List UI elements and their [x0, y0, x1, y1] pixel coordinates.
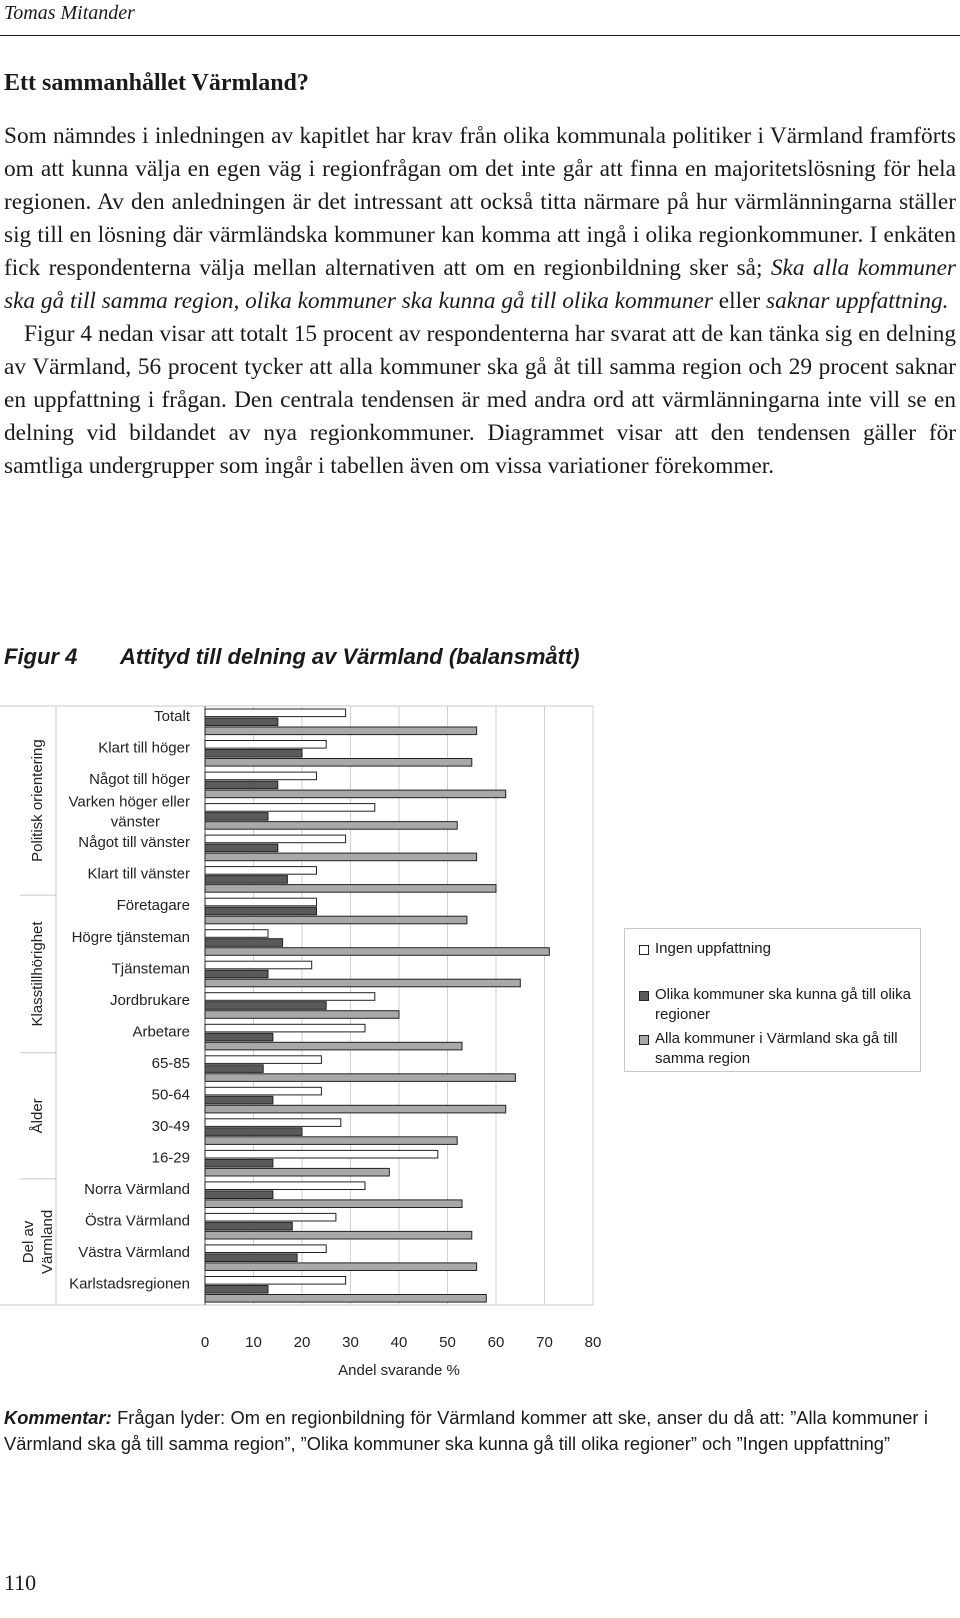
bar-alla-kommuner-klart-till-hoger — [205, 759, 472, 767]
bar-alla-kommuner-karlstadsregionen — [205, 1295, 486, 1303]
legend-item-ingen-uppfattning — [639, 939, 917, 959]
bar-olika-kommuner-65-85 — [205, 1065, 263, 1073]
comment-label: Kommentar: — [4, 1407, 112, 1428]
bar-ingen-uppfattning-50-64 — [205, 1087, 321, 1095]
x-tick-label-70: 70 — [536, 1334, 553, 1351]
bar-ingen-uppfattning-arbetare — [205, 1024, 365, 1032]
y-tick-label-karlstadsregionen: Karlstadsregionen — [69, 1275, 190, 1293]
x-tick-label-30: 30 — [342, 1334, 359, 1351]
bar-alla-kommuner-16-29 — [205, 1168, 389, 1176]
legend-swatch-alla-kommuner — [639, 1035, 649, 1045]
bar-ingen-uppfattning-vastra-varmland — [205, 1245, 326, 1253]
bar-olika-kommuner-vastra-varmland — [205, 1254, 297, 1262]
figure-number: Figur 4 — [4, 644, 78, 669]
legend-item-alla-kommuner — [639, 1029, 917, 1069]
bar-alla-kommuner-jordbrukare — [205, 1011, 399, 1019]
x-tick-label-80: 80 — [584, 1334, 602, 1351]
bar-olika-kommuner-klart-till-vanster — [205, 876, 287, 884]
bar-ingen-uppfattning-hogre-tjansteman — [205, 930, 268, 938]
bar-olika-kommuner-karlstadsregionen — [205, 1286, 268, 1294]
running-header-author: Tomas Mitander — [4, 2, 135, 24]
paragraph-1-italic-2: saknar uppfattning. — [766, 288, 949, 314]
bar-alla-kommuner-nagot-till-vanster — [205, 853, 477, 861]
y-tick-label-16-29: 16-29 — [151, 1149, 190, 1167]
figure-comment — [4, 1405, 928, 1457]
y-tick-label-tjansteman: Tjänsteman — [111, 960, 190, 978]
y-tick-label-nagot-till-hoger: Något till höger — [89, 771, 190, 789]
bar-olika-kommuner-ostra-varmland — [205, 1222, 292, 1230]
y-tick-label-klart-till-hoger: Klart till höger — [98, 739, 190, 757]
bar-olika-kommuner-nagot-till-vanster — [205, 844, 278, 852]
bar-olika-kommuner-30-49 — [205, 1128, 302, 1136]
legend-swatch-olika-kommuner — [639, 991, 649, 1001]
y-tick-label-hogre-tjansteman: Högre tjänsteman — [71, 928, 190, 946]
chart-legend — [624, 928, 921, 1072]
y-tick-label-50-64: 50-64 — [151, 1086, 190, 1104]
bar-olika-kommuner-norra-varmland — [205, 1191, 273, 1199]
bar-alla-kommuner-50-64 — [205, 1105, 506, 1113]
bar-ingen-uppfattning-klart-till-hoger — [205, 741, 326, 749]
y-tick-label-totalt: Totalt — [154, 708, 190, 726]
bar-alla-kommuner-totalt — [205, 727, 477, 735]
y-tick-label-30-49: 30-49 — [151, 1117, 190, 1135]
bar-ingen-uppfattning-klart-till-vanster — [205, 867, 317, 875]
bar-olika-kommuner-totalt — [205, 718, 278, 726]
section-title: Ett sammanhållet Värmland? — [4, 70, 309, 96]
bar-alla-kommuner-65-85 — [205, 1074, 515, 1082]
bar-alla-kommuner-hogre-tjansteman — [205, 948, 549, 956]
bar-ingen-uppfattning-nagot-till-hoger — [205, 772, 317, 780]
bar-ingen-uppfattning-16-29 — [205, 1150, 438, 1158]
comment-text: Frågan lyder: Om en regionbildning för Värmland kommer att ske, anser du då att: ”Alla kommuner i Värmland ska gå till samma region”, ”Olika kommuner ska kunna gå till olika regioner” och ”Ingen uppfattning” — [4, 1407, 928, 1454]
bar-ingen-uppfattning-jordbrukare — [205, 993, 375, 1001]
legend-item-olika-kommuner — [639, 985, 917, 1025]
bar-alla-kommuner-tjansteman — [205, 979, 520, 987]
y-tick-label-foretagare: Företagare — [116, 897, 190, 915]
bar-olika-kommuner-nagot-till-hoger — [205, 781, 278, 789]
bar-ingen-uppfattning-norra-varmland — [205, 1182, 365, 1190]
y-tick-label-varken-hoger-eller-vanster: Varken höger eller vänster — [68, 793, 190, 831]
bar-olika-kommuner-foretagare — [205, 907, 317, 915]
bar-alla-kommuner-varken-hoger-eller-vanster — [205, 822, 457, 830]
bar-alla-kommuner-klart-till-vanster — [205, 885, 496, 893]
paragraph-2: Figur 4 nedan visar att totalt 15 procent av respondenterna har svarat att de kan tänka sig en delning av Värmland, 56 procent tycker att alla kommuner ska gå åt till samma region och 29 procent saknar en uppfattning i frågan. Den centrala tendensen är med andra ord att värmlänningarna inte vill se en delning vid bildandet av nya regionkommuner. Diagrammet visar att den tendensen gäller för samtliga undergrupper som ingår i tabellen även om vissa variationer förekommer. — [4, 321, 956, 479]
group-label-politisk-orientering: Politisk orientering — [29, 739, 46, 862]
bar-ingen-uppfattning-foretagare — [205, 898, 317, 906]
group-label-klasstillhorighet: Klasstillhörighet — [29, 921, 46, 1027]
bar-olika-kommuner-varken-hoger-eller-vanster — [205, 813, 268, 821]
legend-label-olika-kommuner: Olika kommuner ska kunna gå till olika regioner — [655, 986, 911, 1023]
bar-alla-kommuner-arbetare — [205, 1042, 462, 1050]
legend-label-alla-kommuner: Alla kommuner i Värmland ska gå till samma region — [655, 1030, 898, 1067]
group-label-del-av-varmland: Del av Värmland — [20, 1209, 56, 1275]
bar-alla-kommuner-ostra-varmland — [205, 1231, 472, 1239]
y-tick-label-arbetare: Arbetare — [132, 1023, 190, 1041]
bar-alla-kommuner-foretagare — [205, 916, 467, 924]
x-tick-label-0: 0 — [200, 1334, 210, 1351]
y-tick-label-nagot-till-vanster: Något till vänster — [78, 834, 190, 852]
paragraph-1-text-a: Som nämndes i inledningen av kapitlet har krav från olika kommunala politiker i Värmland framförts om att kunna välja en egen väg i regionfrågan om det inte går att finna en majoritetslösning för hela regionen. Av den anledningen är det intressant att också titta närmare på hur värmlänningarna ställer sig till en lösning där värmländska kommuner kan komma att ingå i olika regionkommuner. I enkäten fick respondenterna välja mellan alternativen att om en regionbildning sker så; — [4, 123, 956, 281]
y-tick-label-norra-varmland: Norra Värmland — [84, 1180, 190, 1198]
bar-olika-kommuner-50-64 — [205, 1096, 273, 1104]
y-tick-label-vastra-varmland: Västra Värmland — [78, 1244, 190, 1262]
x-tick-label-10: 10 — [245, 1334, 262, 1351]
bar-alla-kommuner-vastra-varmland — [205, 1263, 477, 1271]
paragraph-1-text-b: eller — [712, 288, 766, 314]
body-text — [4, 120, 956, 483]
bar-ingen-uppfattning-totalt — [205, 709, 346, 717]
bar-ingen-uppfattning-tjansteman — [205, 961, 312, 969]
bar-alla-kommuner-norra-varmland — [205, 1200, 462, 1208]
bar-olika-kommuner-klart-till-hoger — [205, 750, 302, 758]
header-rule — [0, 35, 960, 36]
y-tick-label-ostra-varmland: Östra Värmland — [84, 1212, 190, 1230]
figure-title: Attityd till delning av Värmland (balansmått) — [120, 644, 580, 669]
paragraph-1-italic-1: Ska alla kommuner ska gå till samma region, olika kommuner ska kunna gå till olika kommuner — [4, 255, 956, 314]
bar-olika-kommuner-arbetare — [205, 1033, 273, 1041]
x-tick-label-50: 50 — [439, 1334, 456, 1351]
legend-label-ingen-uppfattning: Ingen uppfattning — [655, 940, 771, 957]
bar-ingen-uppfattning-nagot-till-vanster — [205, 835, 346, 843]
bar-olika-kommuner-16-29 — [205, 1159, 273, 1167]
bar-ingen-uppfattning-karlstadsregionen — [205, 1277, 346, 1285]
group-label-alder: Ålder — [29, 1098, 46, 1134]
bar-alla-kommuner-nagot-till-hoger — [205, 790, 506, 798]
page-number: 110 — [4, 1570, 37, 1595]
paragraph-1 — [4, 120, 956, 318]
bar-alla-kommuner-30-49 — [205, 1137, 457, 1145]
bar-ingen-uppfattning-ostra-varmland — [205, 1213, 336, 1221]
bar-olika-kommuner-hogre-tjansteman — [205, 939, 283, 947]
x-tick-label-60: 60 — [487, 1334, 505, 1351]
y-tick-label-65-85: 65-85 — [151, 1054, 190, 1072]
bar-ingen-uppfattning-65-85 — [205, 1056, 321, 1064]
x-axis-title: Andel svarande % — [338, 1362, 460, 1379]
y-tick-label-klart-till-vanster: Klart till vänster — [87, 865, 190, 883]
bar-olika-kommuner-tjansteman — [205, 970, 268, 978]
y-tick-label-jordbrukare: Jordbrukare — [109, 991, 190, 1009]
bar-ingen-uppfattning-varken-hoger-eller-vanster — [205, 804, 375, 812]
bar-ingen-uppfattning-30-49 — [205, 1119, 341, 1127]
bar-olika-kommuner-jordbrukare — [205, 1002, 326, 1010]
x-tick-label-40: 40 — [390, 1334, 408, 1351]
x-tick-label-20: 20 — [293, 1334, 311, 1351]
legend-swatch-ingen-uppfattning — [639, 945, 649, 955]
